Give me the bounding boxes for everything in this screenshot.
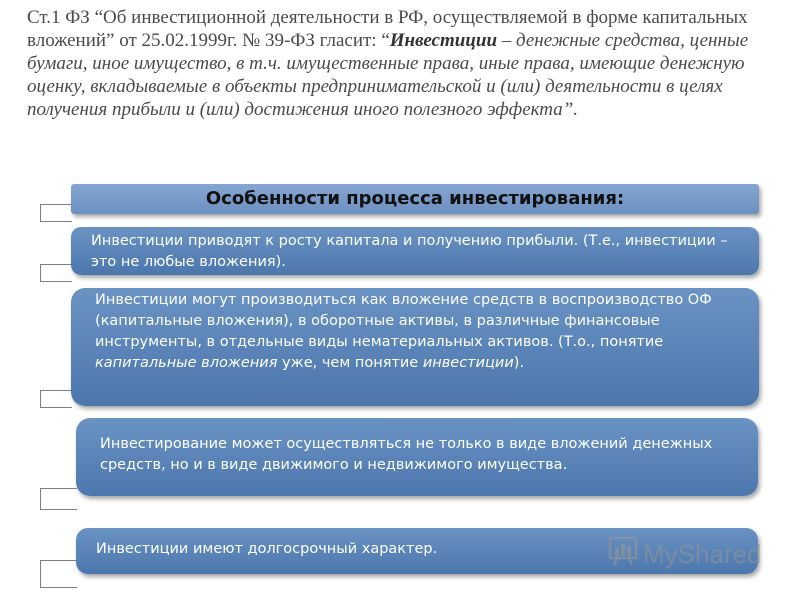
bracket-connector <box>40 264 72 282</box>
feature-box-1 <box>71 227 759 275</box>
feature-box-2 <box>71 288 759 406</box>
intro-citation: Ст.1 ФЗ “Об инвестиционной деятельности в РФ, осуществляемой в форме капитальных вложений” от 25.02.1999г. № 39-ФЗ гласит: “ <box>27 7 748 51</box>
feature-emphasis: инвестиции <box>422 355 514 371</box>
features-header <box>71 184 759 214</box>
features-header-title: Особенности процесса инвестирования: <box>205 188 625 209</box>
intro-term: Инвестиции <box>389 30 498 51</box>
intro-definition: – денежные средства, ценные бумаги, иное имущество, в т.ч. имущественные права, иные права, имеющие денежную оценку, вкладываемые в объекты предпринимательской и (или) деятельности в целях получения прибыли и (или) достижения иного полезного эффекта”. <box>27 30 749 120</box>
feature-text: Инвестирование может осуществляться не только в виде вложений денежных средств, но и в виде движимого и недвижимого имущества. <box>100 436 713 473</box>
feature-text: уже, чем понятие <box>277 355 423 371</box>
feature-box-3 <box>76 418 758 496</box>
feature-text: Инвестиции имеют долгосрочный характер. <box>96 541 438 557</box>
feature-emphasis: капитальные вложения <box>95 355 278 371</box>
chart-icon <box>607 535 639 574</box>
feature-text: Инвестиции могут производиться как вложение средств в воспроизводство ОФ (капитальные вложения), в оборотные активы, в различные финансовые инструменты, в отдельные виды нематериальных активов. (Т.о., понятие <box>95 292 712 350</box>
bracket-connector <box>40 204 72 222</box>
feature-text: ). <box>513 355 525 371</box>
watermark <box>607 536 762 572</box>
bracket-connector <box>40 390 72 408</box>
bracket-connector <box>40 488 77 510</box>
bracket-connector <box>40 560 77 588</box>
feature-text: Инвестиции приводят к росту капитала и получению прибыли. (Т.е., инвестиции – это не любые вложения). <box>91 233 728 270</box>
intro-paragraph <box>27 6 787 121</box>
watermark-text: MyShared <box>643 538 762 569</box>
